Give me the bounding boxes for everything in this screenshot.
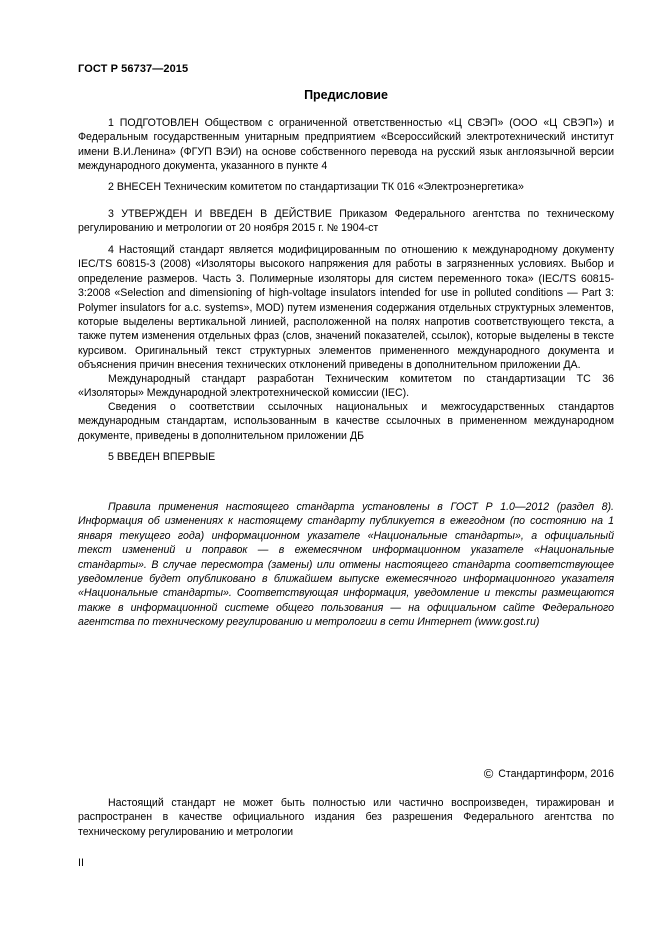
paragraph-approved: 3 УТВЕРЖДЕН И ВВЕДЕН В ДЕЙСТВИЕ Приказом Федерального агентства по техническому регулированию и метрологии от 20 ноября 2015 г. № 1904-ст <box>78 208 614 235</box>
application-rules-notice: Правила применения настоящего стандарта установлены в ГОСТ Р 1.0—2012 (раздел 8). Информация об изменениях к настоящему стандарту публикуется в ежегодном (по состоянию на 1 января текущего года) информационном указателе «Национальные стандарты», а официальный текст изменений и поправок — в ежемесячном информационном указателе «Национальные стандарты». В случае пересмотра (замены) или отмены настоящего стандарта соответствующее уведомление будет опубликовано в ближайшем выпуске ежемесячного информационного указателя «Национальные стандарты». Соответствующая информация, уведомление и тексты размещаются также в информационной системе общего пользования — на официальном сайте Федерального агентства по техническому регулированию и метрологии в сети Интернет (www.gost.ru) <box>78 501 614 629</box>
document-code: ГОСТ Р 56737—2015 <box>78 63 189 75</box>
page-title: Предисловие <box>304 88 388 102</box>
copyright-holder: Стандартинформ, 2016 <box>498 768 614 780</box>
paragraph-prepared-by: 1 ПОДГОТОВЛЕН Обществом с ограниченной ответственностью «Ц СВЭП» (ООО «Ц СВЭП») и Федеральным государственным унитарным предприятием «Всероссийский электротехнический институт имени В.И.Ленина» (ФГУП ВЭИ) на основе собственного перевода на русский язык англоязычной версии международного документа, указанного в пункте 4 <box>78 117 614 173</box>
paragraph-introduced-by: 2 ВНЕСЕН Техническим комитетом по стандартизации ТК 016 «Электроэнергетика» <box>108 181 524 193</box>
paragraph-modified-standard: 4 Настоящий стандарт является модифицированным по отношению к международному документу IEC/TS 60815-3 (2008) «Изоляторы высокого напряжения для работы в загрязненных условиях. Выбор и определение размеров. Часть 3. Полимерные изоляторы для систем переменного тока» (IEC/TS 60815-3:2008 «Selection and dimensioning of high-voltage insulators intended for use in polluted conditions — Part 3: Polymer insulators for a.c. systems», MOD) путем изменения содержания отдельных структурных элементов, которые выделены вертикальной линией, расположенной на полях напротив соответствующего текста, а также путем изменения отдельных фраз (слов, значений показателей, ссылок), которые выделены в тексте курсивом. Оригинальный текст структурных элементов примененного международного документа и объяснения причин внесения технических отклонений приведены в дополнительном приложении ДА. <box>78 244 614 372</box>
reproduction-notice: Настоящий стандарт не может быть полностью или частично воспроизведен, тиражирован и распространен в качестве официального издания без разрешения Федерального агентства по техническому регулированию и метрологии <box>78 797 614 838</box>
paragraph-international-standard: Международный стандарт разработан Техническим комитетом по стандартизации ТС 36 «Изоляторы» Международной электротехнической комиссии (IEC). <box>78 373 614 400</box>
copyright-icon: © <box>483 766 494 781</box>
paragraph-references-conformity: Сведения о соответствии ссылочных национальных и межгосударственных стандартов международным стандартам, использованным в качестве ссылочных в примененном международном документе, приведены в дополнительном приложении ДБ <box>78 401 614 442</box>
copyright-line <box>484 767 614 781</box>
paragraph-introduced-first: 5 ВВЕДЕН ВПЕРВЫЕ <box>108 451 216 463</box>
page-number: II <box>78 857 84 869</box>
